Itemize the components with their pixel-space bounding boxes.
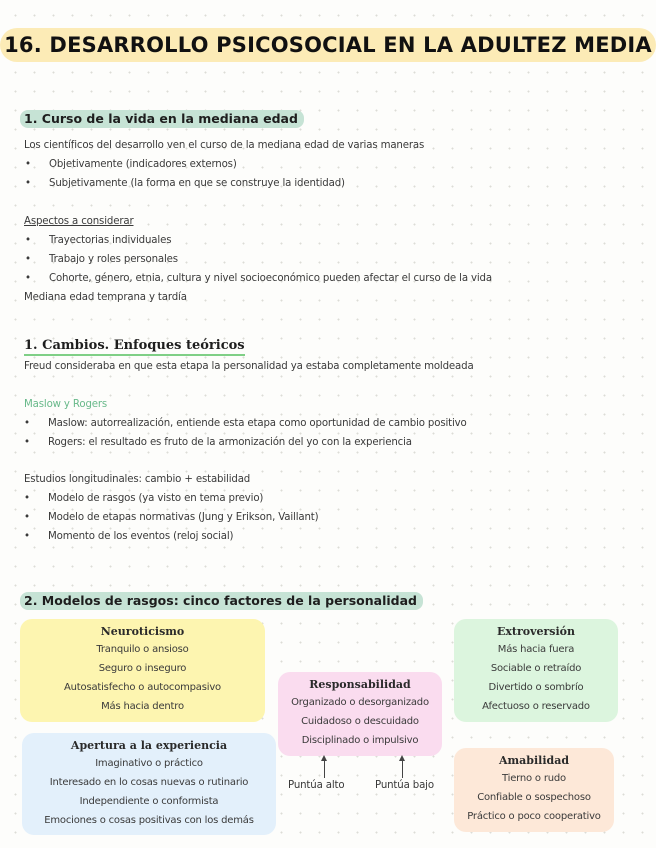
section-1-intro: Los científicos del desarrollo ven el curso de la mediana edad de varias maneras	[24, 140, 425, 151]
agreeableness-item: Confiable o sospechoso	[477, 792, 591, 803]
neuroticism-title: Neuroticismo	[100, 625, 185, 638]
section-1-heading: 1. Curso de la vida en la mediana edad	[20, 110, 304, 128]
score-high-label: Puntúa alto	[288, 780, 345, 791]
openness-item: Emociones o cosas positivas con los demás	[44, 815, 254, 826]
list-item: • Objetivamente (indicadores externos)	[49, 159, 237, 170]
openness-box	[22, 733, 276, 835]
responsibility-box	[278, 672, 442, 756]
openness-title: Apertura a la experiencia	[70, 739, 228, 752]
list-item: • Momento de los eventos (reloj social)	[48, 531, 233, 542]
agreeableness-item: Práctico o poco cooperativo	[467, 811, 601, 822]
studies-label: Estudios longitudinales: cambio + estabilidad	[24, 474, 251, 485]
list-item: • Rogers: el resultado es fruto de la armonización del yo con la experiencia	[48, 437, 412, 448]
responsibility-item: Disciplinado o impulsivo	[301, 735, 419, 746]
openness-item: Imaginativo o práctico	[95, 758, 203, 769]
section-2-heading: 2. Modelos de rasgos: cinco factores de la personalidad	[20, 592, 423, 610]
arrow-high-line	[324, 759, 325, 778]
neuroticism-box	[20, 619, 265, 722]
neuroticism-item: Seguro o inseguro	[98, 663, 187, 674]
agreeableness-title: Amabilidad	[498, 754, 570, 767]
responsibility-item: Cuidadoso o descuidado	[301, 716, 419, 727]
changes-heading: 1. Cambios. Enfoques teóricos	[24, 338, 245, 356]
list-item: • Subjetivamente (la forma en que se construye la identidad)	[49, 178, 345, 189]
score-low-label: Puntúa bajo	[375, 780, 434, 791]
neuroticism-item: Autosatisfecho o autocompasivo	[64, 682, 221, 693]
neuroticism-item: Tranquilo o ansioso	[96, 644, 189, 655]
list-item: • Modelo de rasgos (ya visto en tema previo)	[48, 493, 263, 504]
list-item: • Modelo de etapas normativas (Jung y Erikson, Vaillant)	[48, 512, 318, 523]
extraversion-box	[454, 619, 618, 722]
neuroticism-item: Más hacia dentro	[101, 701, 184, 712]
extraversion-item: Divertido o sombrío	[488, 682, 584, 693]
maslow-rogers-label: Maslow y Rogers	[24, 399, 108, 410]
extraversion-item: Sociable o retraído	[490, 663, 582, 674]
aspects-label: Aspectos a considerar	[24, 216, 134, 227]
list-item: • Trayectorias individuales	[49, 235, 171, 246]
extraversion-item: Más hacia fuera	[497, 644, 575, 655]
extraversion-title: Extroversión	[496, 625, 576, 638]
list-item: • Cohorte, género, etnia, cultura y nivel socioeconómico pueden afectar el curso de la vida	[49, 273, 492, 284]
openness-item: Independiente o conformista	[79, 796, 219, 807]
extraversion-item: Afectuoso o reservado	[482, 701, 590, 712]
list-item: • Trabajo y roles personales	[49, 254, 178, 265]
openness-item: Interesado en lo cosas nuevas o rutinario	[49, 777, 249, 788]
section-1-closing: Mediana edad temprana y tardía	[24, 292, 187, 303]
responsibility-item: Organizado o desorganizado	[291, 697, 429, 708]
arrow-up-icon	[321, 755, 327, 761]
agreeableness-box	[454, 748, 614, 832]
freud-text: Freud consideraba en que esta etapa la personalidad ya estaba completamente moldeada	[24, 361, 474, 372]
responsibility-title: Responsabilidad	[309, 678, 411, 691]
list-item: • Maslow: autorrealización, entiende esta etapa como oportunidad de cambio positivo	[48, 418, 467, 429]
agreeableness-item: Tierno o rudo	[502, 773, 566, 784]
page-title: 16. DESARROLLO PSICOSOCIAL EN LA ADULTEZ MEDIA	[4, 33, 652, 57]
arrow-up-icon	[399, 755, 405, 761]
arrow-low-line	[402, 759, 403, 778]
